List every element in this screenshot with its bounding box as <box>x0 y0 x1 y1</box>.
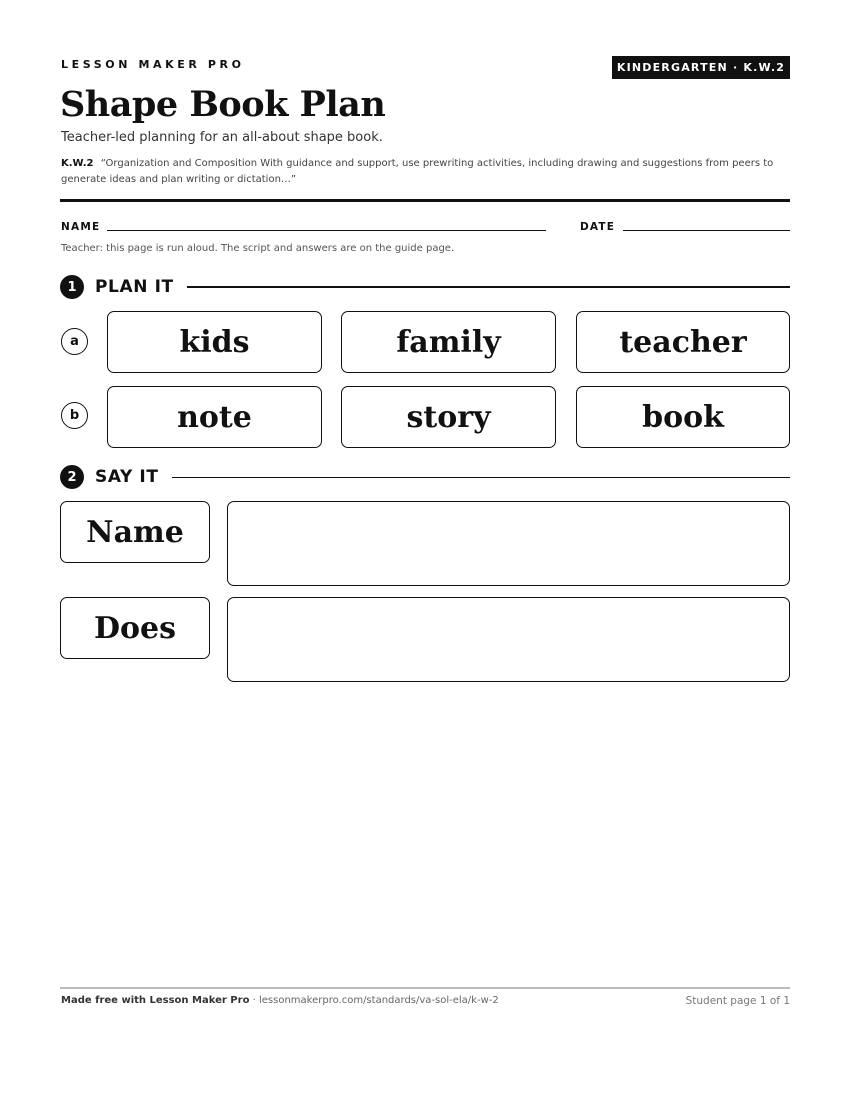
section-number-badge: 1 <box>60 275 84 299</box>
section-say-it-header <box>60 465 790 489</box>
standard-description: “Organization and Composition With guidance and support, use prewriting activities, including drawing and suggestions from peers to generate ideas and plan writing or dictation…” <box>61 158 774 185</box>
date-label: DATE <box>580 221 616 233</box>
word-card[interactable]: kids <box>107 311 322 373</box>
answer-box-does[interactable] <box>227 597 790 682</box>
word-card[interactable]: note <box>107 386 322 448</box>
footer-url[interactable]: · lessonmakerpro.com/standards/va-sol-ela/k-w-2 <box>249 995 499 1006</box>
footer-credit <box>61 995 499 1006</box>
footer-page-number: Student page 1 of 1 <box>685 995 790 1007</box>
header-divider <box>60 199 790 202</box>
date-field[interactable] <box>623 230 790 231</box>
section-rule <box>172 477 790 478</box>
page-subtitle: Teacher-led planning for an all-about shape book. <box>61 130 383 145</box>
section-plan-it-header <box>60 275 790 299</box>
prompt-label-name: Name <box>60 501 210 563</box>
footer-divider <box>60 987 790 989</box>
standard-code: K.W.2 <box>61 158 94 169</box>
footer-made-with: Made free with Lesson Maker Pro <box>61 995 250 1006</box>
section-number-badge: 2 <box>60 465 84 489</box>
standard-text <box>61 156 791 188</box>
answer-box-name[interactable] <box>227 501 790 586</box>
brand-name: LESSON MAKER PRO <box>61 58 245 71</box>
section-title: PLAN IT <box>95 277 174 297</box>
name-label: NAME <box>61 221 101 233</box>
page-title: Shape Book Plan <box>60 84 386 125</box>
word-card[interactable]: story <box>341 386 556 448</box>
word-card[interactable]: teacher <box>576 311 790 373</box>
section-rule <box>187 286 790 288</box>
teacher-note: Teacher: this page is run aloud. The script and answers are on the guide page. <box>61 243 455 254</box>
name-field[interactable] <box>107 230 546 231</box>
section-title: SAY IT <box>95 467 159 487</box>
row-marker-b: b <box>61 402 88 429</box>
word-card[interactable]: book <box>576 386 790 448</box>
row-marker-a: a <box>61 328 88 355</box>
grade-badge: KINDERGARTEN · K.W.2 <box>612 56 790 79</box>
prompt-label-does: Does <box>60 597 210 659</box>
word-card[interactable]: family <box>341 311 556 373</box>
